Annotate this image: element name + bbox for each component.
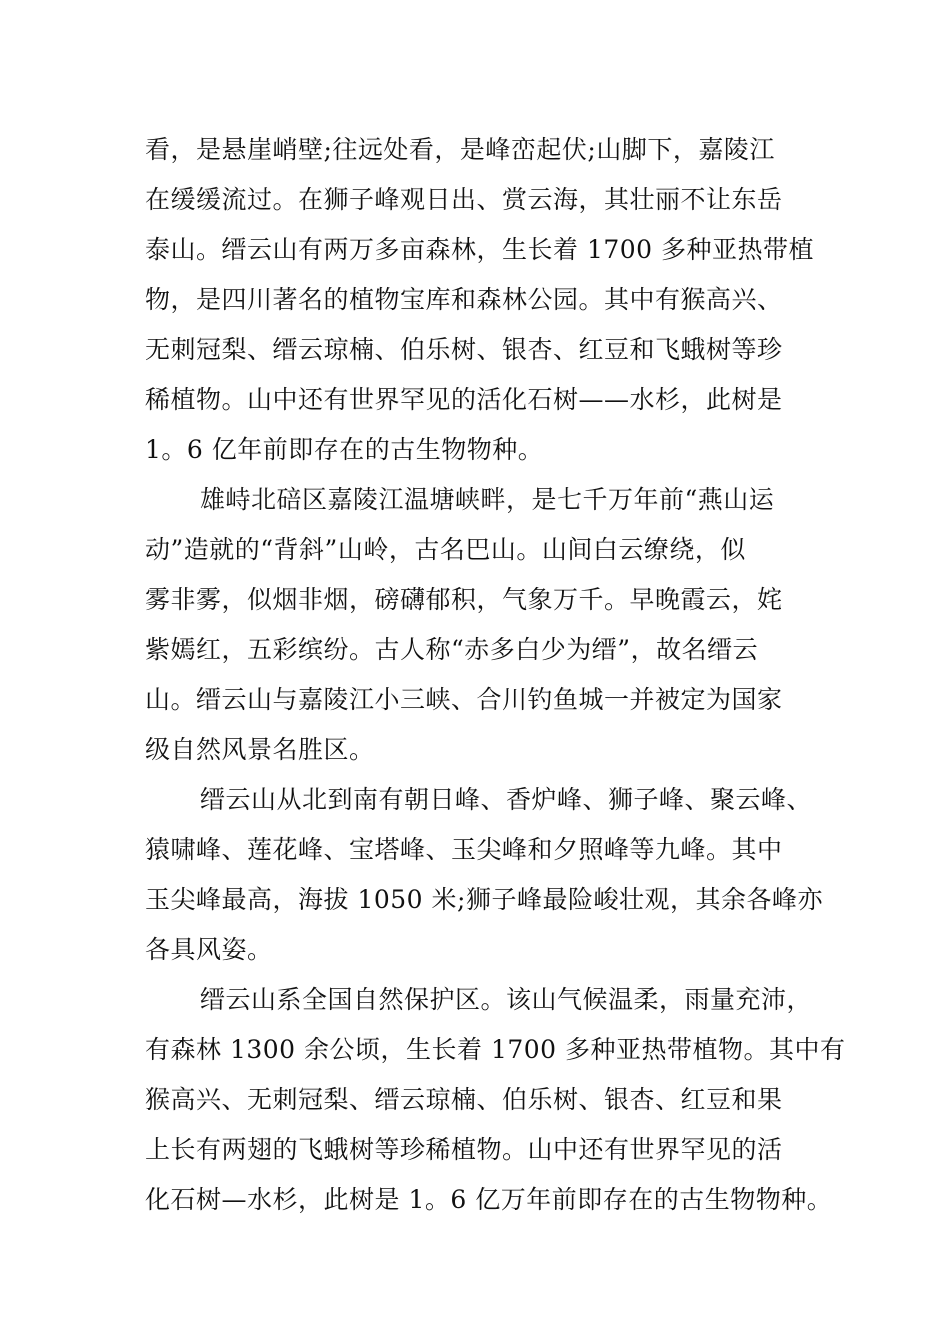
text-line: 雾非雾，似烟非烟，磅礴郁积，气象万千。早晚霞云，姹 (145, 585, 783, 614)
text-line: 猿啸峰、莲花峰、宝塔峰、玉尖峰和夕照峰等九峰。其中 (145, 835, 783, 864)
text-line: 玉尖峰最高，海拔 1050 米;狮子峰最险峻壮观，其余各峰亦 (145, 885, 823, 914)
text-line: 1。6 亿年前即存在的古生物物种。 (145, 435, 544, 464)
text-line: 物，是四川著名的植物宝库和森林公园。其中有猴高兴、 (145, 285, 783, 314)
text-line: 猴高兴、无刺冠梨、缙云琼楠、伯乐树、银杏、红豆和果 (145, 1085, 783, 1114)
text-line: 看，是悬崖峭壁;往远处看，是峰峦起伏;山脚下，嘉陵江 (145, 135, 775, 164)
paragraph-first-line: 缙云山从北到南有朝日峰、香炉峰、狮子峰、聚云峰、 (200, 785, 813, 814)
text-line: 化石树—水杉，此树是 1。6 亿万年前即存在的古生物物种。 (145, 1185, 833, 1214)
text-line: 级自然风景名胜区。 (145, 735, 375, 764)
paragraph-first-line: 缙云山系全国自然保护区。该山气候温柔，雨量充沛， (200, 985, 813, 1014)
text-line: 在缓缓流过。在狮子峰观日出、赏云海，其壮丽不让东岳 (145, 185, 783, 214)
text-line: 动”造就的“背斜”山岭，古名巴山。山间白云缭绕，似 (145, 535, 746, 564)
text-line: 山。缙云山与嘉陵江小三峡、合川钓鱼城一并被定为国家 (145, 685, 783, 714)
text-line: 无刺冠梨、缙云琼楠、伯乐树、银杏、红豆和飞蛾树等珍 (145, 335, 783, 364)
text-line: 上长有两翅的飞蛾树等珍稀植物。山中还有世界罕见的活 (145, 1135, 783, 1164)
text-line: 各具风姿。 (145, 935, 273, 964)
paragraph-first-line: 雄峙北碚区嘉陵江温塘峡畔，是七千万年前“燕山运 (200, 485, 775, 514)
text-line: 稀植物。山中还有世界罕见的活化石树——水杉，此树是 (145, 385, 783, 414)
text-line: 有森林 1300 余公顷，生长着 1700 多种亚热带植物。其中有 (145, 1035, 846, 1064)
text-line: 泰山。缙云山有两万多亩森林，生长着 1700 多种亚热带植 (145, 235, 815, 264)
text-line: 紫嫣红，五彩缤纷。古人称“赤多白少为缙”，故名缙云 (145, 635, 759, 664)
